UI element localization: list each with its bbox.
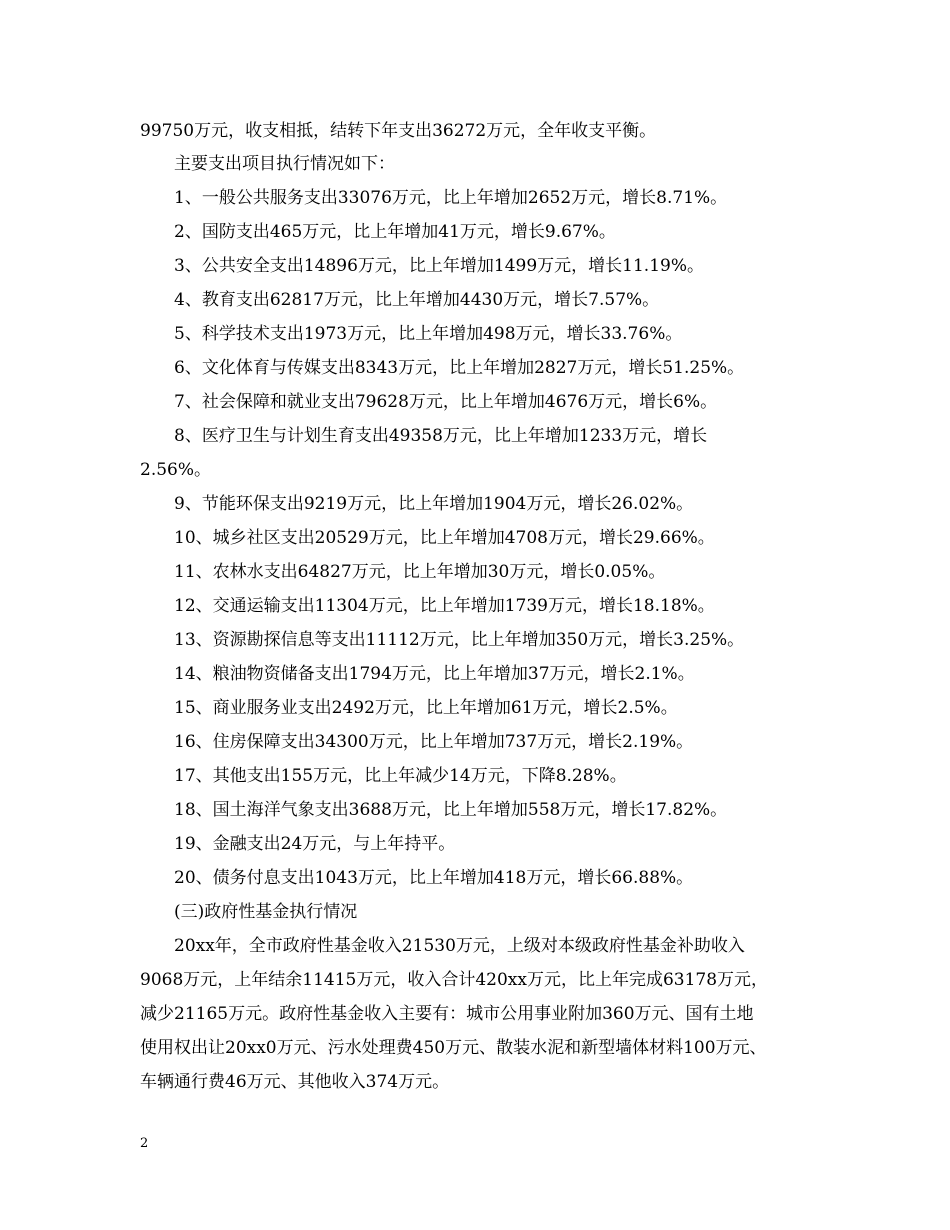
paragraph-line: 20xx年，全市政府性基金收入21530万元，上级对本级政府性基金补助收入 xyxy=(174,936,745,956)
list-item: 10、城乡社区支出20529万元，比上年增加4708万元，增长29.66%。 xyxy=(174,528,715,548)
list-item: 18、国土海洋气象支出3688万元，比上年增加558万元，增长17.82%。 xyxy=(174,800,728,820)
list-item: 14、粮油物资储备支出1794万元，比上年增加37万元，增长2.1%。 xyxy=(174,664,695,684)
list-item: 20、债务付息支出1043万元，比上年增加418万元，增长66.88%。 xyxy=(174,868,694,888)
list-item: 4、教育支出62817万元，比上年增加4430万元，增长7.57%。 xyxy=(174,290,660,310)
paragraph-line: 99750万元，收支相抵，结转下年支出36272万元，全年收支平衡。 xyxy=(140,121,657,141)
paragraph-line: 9068万元，上年结余11415万元，收入合计420xx万元，比上年完成63178万元， xyxy=(140,970,769,990)
paragraph-line: 车辆通行费46万元、其他收入374万元。 xyxy=(140,1072,450,1092)
list-item: 5、科学技术支出1973万元，比上年增加498万元，增长33.76%。 xyxy=(174,324,683,344)
paragraph-line: 减少21165万元。政府性基金收入主要有：城市公用事业附加360万元、国有土地 xyxy=(140,1004,754,1024)
list-item: 17、其他支出155万元，比上年减少14万元，下降8.28%。 xyxy=(174,766,627,786)
page-number: 2 xyxy=(140,1136,149,1151)
list-item: 6、文化体育与传媒支出8343万元，比上年增加2827万元，增长51.25%。 xyxy=(174,358,745,378)
list-item: 12、交通运输支出11304万元，比上年增加1739万元，增长18.18%。 xyxy=(174,596,715,616)
list-item: 3、公共安全支出14896万元，比上年增加1499万元，增长11.19%。 xyxy=(174,256,704,276)
list-item-continuation: 2.56%。 xyxy=(140,460,212,480)
paragraph-line: 使用权出让20xx0万元、污水处理费450万元、散装水泥和新型墙体材料100万元、 xyxy=(140,1038,767,1058)
list-item: 11、农林水支出64827万元，比上年增加30万元，增长0.05%。 xyxy=(174,562,666,582)
list-item: 2、国防支出465万元，比上年增加41万元，增长9.67%。 xyxy=(174,222,616,242)
paragraph-line: 主要支出项目执行情况如下： xyxy=(174,154,395,174)
list-item: 7、社会保障和就业支出79628万元，比上年增加4676万元，增长6%。 xyxy=(174,392,718,412)
list-item: 9、节能环保支出9219万元，比上年增加1904万元，增长26.02%。 xyxy=(174,494,694,514)
list-item: 15、商业服务业支出2492万元，比上年增加61万元，增长2.5%。 xyxy=(174,698,678,718)
list-item: 1、一般公共服务支出33076万元，比上年增加2652万元，增长8.71%。 xyxy=(174,188,728,208)
section-heading: (三)政府性基金执行情况 xyxy=(174,902,358,922)
list-item: 19、金融支出24万元，与上年持平。 xyxy=(174,834,456,854)
list-item: 16、住房保障支出34300万元，比上年增加737万元，增长2.19%。 xyxy=(174,732,694,752)
list-item: 13、资源勘探信息等支出11112万元，比上年增加350万元，增长3.25%。 xyxy=(174,630,745,650)
list-item: 8、医疗卫生与计划生育支出49358万元，比上年增加1233万元，增长 xyxy=(174,426,708,446)
